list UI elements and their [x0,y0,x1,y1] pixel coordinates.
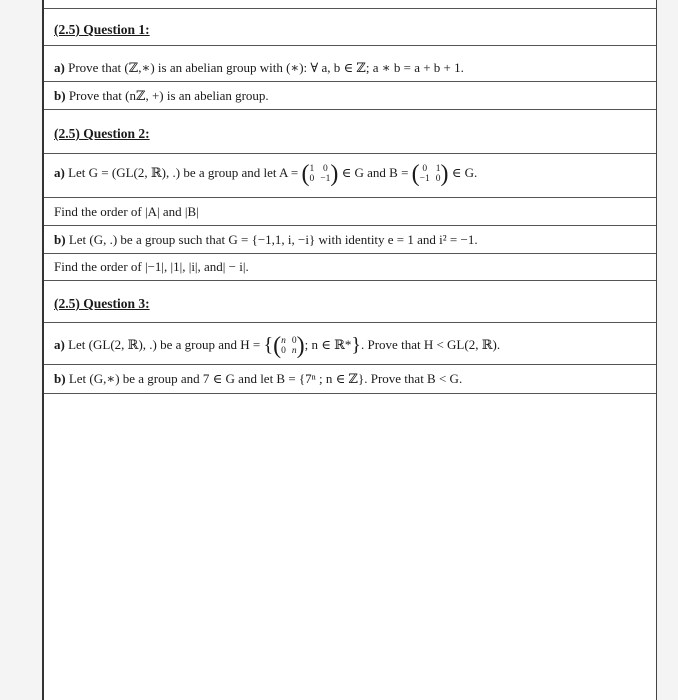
question-1a [54,60,464,76]
matrix-a-cell: 0 [309,174,315,184]
question-3a-suffix: . Prove that H < GL(2, ℝ). [361,336,501,352]
divider [44,322,656,323]
question-3a-prefix: Let (GL(2, ℝ), .) be a group and H = [68,336,261,352]
divider [44,253,656,254]
divider [44,197,656,198]
question-2a-suffix: ∈ G. [451,164,478,180]
question-1a-text: Prove that (ℤ,∗) is an abelian group with (∗): ∀ a, b ∈ ℤ; a ∗ b = a + b + 1. [68,60,464,75]
question-2-title: (2.5) Question 2: [54,126,150,141]
question-3b-text: Let (G,∗) be a group and 7 ∈ G and let B = {7ⁿ ; n ∈ ℤ}. Prove that B < G. [68,371,463,386]
brace-close: } [351,333,361,356]
matrix-a: ( 1 0 0 −1 ) [301,161,339,187]
divider [44,153,656,154]
item-label: b) [54,88,66,103]
set-condition: ; n ∈ ℝ* [304,336,352,352]
question-2a [54,163,477,185]
question-3b [54,371,462,387]
question-2a-line2: Find the order of |A| and |B| [54,204,199,219]
matrix-h: ( n 0 0 n ) [273,333,305,359]
matrix-h-cell: n [291,346,297,356]
question-2b-line2: Find the order of |−1|, |1|, |i|, and| − i|. [54,259,249,274]
matrix-h-cell: n [281,336,286,346]
item-label: a) [54,336,65,352]
question-2b-text: Let (G, .) be a group such that G = {−1,1, i, −i} with identity e = 1 and i² = −1. [68,232,478,247]
brace-open: { [263,333,274,356]
matrix-a-cell: −1 [320,174,331,184]
question-3-title: (2.5) Question 3: [54,296,150,311]
matrix-b-cell: 0 [422,164,428,174]
item-label: a) [54,60,65,75]
question-1-title: (2.5) Question 1: [54,22,150,37]
divider [44,109,656,110]
question-1b [54,88,269,104]
question-2a-mid: ∈ G and B = [341,164,409,180]
item-label: a) [54,164,65,180]
divider [44,280,656,281]
matrix-b-cell: −1 [419,174,430,184]
divider [44,45,656,46]
matrix-a-cell: 0 [322,164,328,174]
divider [44,8,656,9]
question-2a-prefix: Let G = (GL(2, ℝ), .) be a group and let A = [68,164,299,180]
matrix-a-cell: 1 [309,164,315,174]
item-label: b) [54,232,66,247]
matrix-h-cell: 0 [291,336,297,346]
question-3a [54,335,500,357]
matrix-b-cell: 0 [435,174,441,184]
item-label: b) [54,371,66,386]
divider [44,81,656,82]
divider [44,393,656,394]
document-page [42,0,657,700]
question-2b [54,232,478,248]
matrix-b: ( 0 1 −1 0 ) [411,161,449,187]
question-1b-text: Prove that (nℤ, +) is an abelian group. [68,88,269,103]
matrix-b-cell: 1 [435,164,441,174]
divider [44,364,656,365]
divider [44,225,656,226]
matrix-h-cell: 0 [281,346,286,356]
